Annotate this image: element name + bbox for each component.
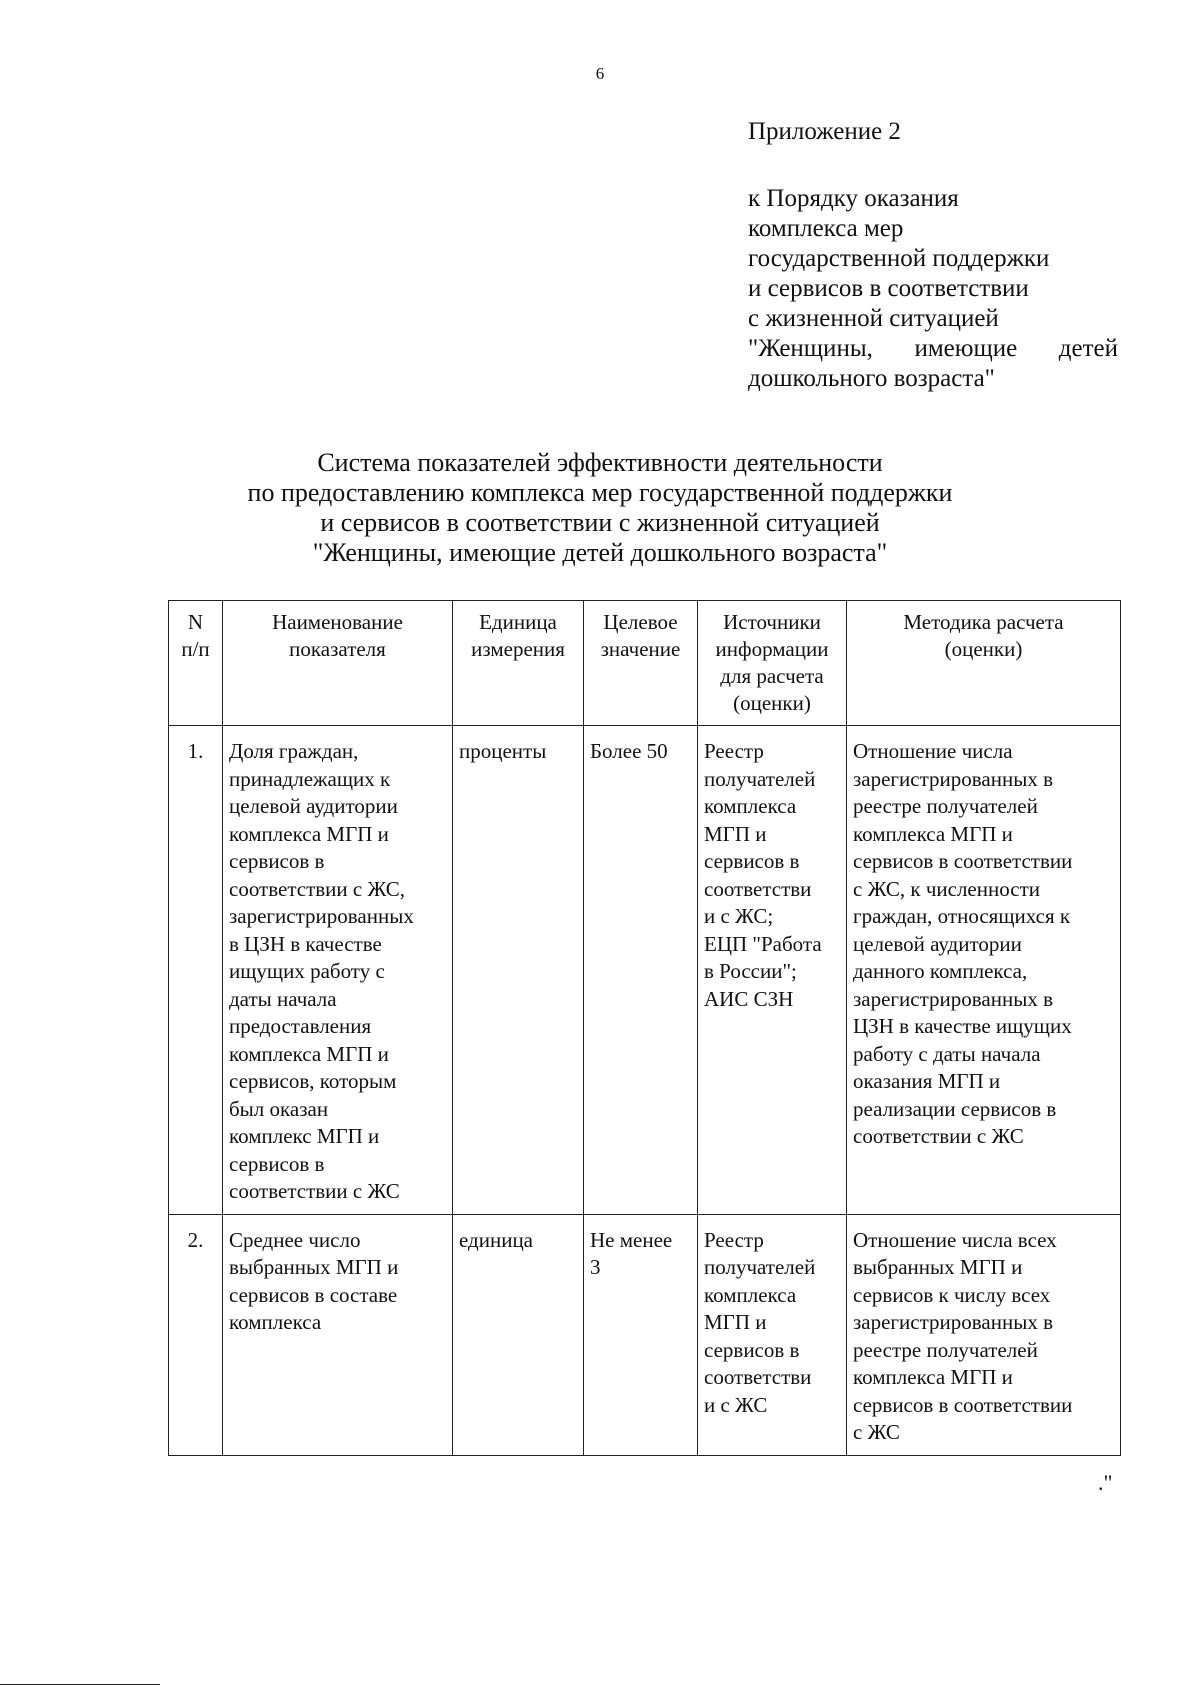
header-data-sources: Источники информации для расчета (оценки)	[698, 601, 847, 726]
appendix-word: имеющие	[914, 335, 1018, 362]
data-sources-cell: Реестр получателей комплекса МГП и сервисов в соответстви и с ЖС	[698, 1214, 847, 1455]
row-number: 2.	[169, 1214, 223, 1455]
document-title-line: Система показателей эффективности деятельности	[317, 448, 883, 477]
footnote-rule	[0, 1684, 160, 1685]
document-title-line: "Женщины, имеющие детей дошкольного возраста"	[312, 538, 888, 567]
appendix-line: с жизненной ситуацией	[748, 305, 999, 332]
header-unit: Единица измерения	[453, 601, 584, 726]
appendix-word: "Женщины,	[748, 335, 873, 362]
closing-quote-mark: ."	[1098, 1470, 1113, 1495]
row-number: 1.	[169, 726, 223, 1215]
target-value-cell: Более 50	[584, 726, 698, 1215]
document-title	[0, 448, 1200, 568]
document-title-line: и сервисов в соответствии с жизненной ситуацией	[320, 508, 880, 537]
appendix-line: и сервисов в соответствии	[748, 275, 1029, 302]
unit-cell: проценты	[453, 726, 584, 1215]
appendix-line: к Порядку оказания	[748, 185, 959, 212]
header-target-value: Целевое значение	[584, 601, 698, 726]
calculation-method-cell: Отношение числа зарегистрированных в реестре получателей комплекса МГП и сервисов в соответствии с ЖС, к численности граждан, относящихся к целевой аудитории данного комплекса, зарегистрированных в ЦЗН в качестве ищущих работу с даты начала оказания МГП и реализации сервисов в соответствии с ЖС	[847, 726, 1121, 1215]
target-value-cell: Не менее 3	[584, 1214, 698, 1455]
header-calculation-method: Методика расчета (оценки)	[847, 601, 1121, 726]
appendix-word: детей	[1058, 335, 1118, 362]
page-number: 6	[595, 64, 605, 83]
appendix-line: дошкольного возраста"	[748, 365, 995, 392]
table-header-row	[169, 601, 1121, 726]
document-title-line: по предоставлению комплекса мер государственной поддержки	[247, 478, 953, 507]
indicator-name-cell: Среднее число выбранных МГП и сервисов в составе комплекса	[223, 1214, 453, 1455]
header-number: N п/п	[169, 601, 223, 726]
indicators-table	[168, 600, 1121, 1456]
appendix-block	[748, 116, 1118, 394]
appendix-title: Приложение 2	[748, 118, 901, 145]
appendix-justified-line	[748, 334, 1118, 364]
data-sources-cell: Реестр получателей комплекса МГП и сервисов в соответстви и с ЖС; ЕЦП "Работа в России"; АИС СЗН	[698, 726, 847, 1215]
table-row	[169, 1214, 1121, 1455]
indicator-name-cell: Доля граждан, принадлежащих к целевой аудитории комплекса МГП и сервисов в соответствии с ЖС, зарегистрированных в ЦЗН в качестве ищущих работу с даты начала предоставления комплекса МГП и сервисов, которым был оказан комплекс МГП и сервисов в соответствии с ЖС	[223, 726, 453, 1215]
table-row	[169, 726, 1121, 1215]
appendix-line: комплекса мер	[748, 215, 904, 242]
appendix-line: государственной поддержки	[748, 245, 1050, 272]
calculation-method-cell: Отношение числа всех выбранных МГП и сервисов к числу всех зарегистрированных в реестре получателей комплекса МГП и сервисов в соответствии с ЖС	[847, 1214, 1121, 1455]
unit-cell: единица	[453, 1214, 584, 1455]
header-indicator-name: Наименование показателя	[223, 601, 453, 726]
